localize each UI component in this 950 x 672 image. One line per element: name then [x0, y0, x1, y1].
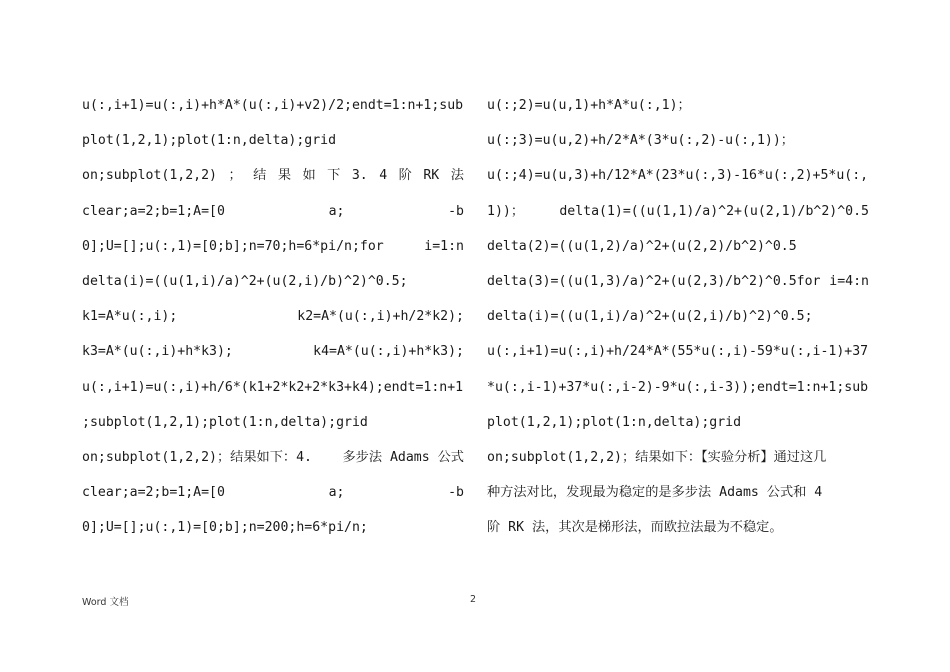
text-segment: ;subplot(1,2,1);plot(1:n,delta);grid [82, 414, 368, 430]
text-line [487, 162, 869, 197]
text-segment: a; [328, 485, 345, 501]
text-segment: k4=A*(u(:,i)+h*k3); [313, 344, 464, 360]
text-segment: delta(i)=((u(1,i)/a)^2+(u(2,i)/b)^2)^0.5; [487, 309, 813, 325]
text-segment: plot(1,2,1);plot(1:n,delta);grid [487, 414, 742, 430]
text-segment: k1=A*u(:,i); [82, 309, 178, 325]
text-segment: clear;a=2;b=1;A=[0 [82, 203, 225, 219]
text-segment: u(:,i+1)=u(:,i)+h*A*(u(:,i)+v2)/2;endt=1:n+1;sub [82, 98, 464, 113]
text-line [487, 233, 869, 268]
text-segment: delta(i)=((u(1,i)/a)^2+(u(2,i)/b)^2)^0.5; [82, 273, 408, 289]
text-segment: on;subplot(1,2,2)；结果如下：【实验分析】通过这几 [487, 449, 827, 465]
text-line [487, 479, 869, 514]
text-line [82, 198, 464, 233]
text-segment: -b [448, 203, 464, 219]
text-segment: 阶 [398, 168, 412, 184]
footer-label: Word 文档 [82, 597, 129, 608]
text-line [487, 268, 869, 303]
text-segment: u(:;2)=u(u,1)+h*A*u(:,1)； [487, 98, 691, 113]
text-segment: 果 [277, 168, 291, 184]
text-line [487, 92, 869, 127]
text-line [487, 127, 869, 162]
text-segment: 1))； [487, 203, 525, 219]
text-segment: u(:;4)=u(u,3)+h/12*A*(23*u(:,3)-16*u(:,2)+5*u(:, [487, 168, 869, 184]
text-segment: plot(1,2,1);plot(1:n,delta);grid [82, 133, 337, 149]
text-segment: 0];U=[];u(:,1)=[0;b];n=70;h=6*pi/n;for [82, 238, 384, 254]
text-segment: delta(3)=((u(1,3)/a)^2+(u(2,3)/b^2)^0.5for [487, 273, 821, 289]
text-segment: *u(:,i-1)+37*u(:,i-2)-9*u(:,i-3));endt=1:n+1;sub [487, 379, 869, 395]
text-line [487, 514, 869, 549]
text-line [487, 198, 869, 233]
text-line [82, 409, 464, 444]
text-segment: a; [328, 203, 345, 219]
text-line [82, 338, 464, 373]
text-line [82, 268, 464, 303]
text-segment: -b [448, 485, 464, 501]
text-line [82, 444, 464, 479]
text-line [487, 444, 869, 479]
text-segment: clear;a=2;b=1;A=[0 [82, 485, 225, 501]
text-segment: 多步法 Adams 公式 [342, 449, 464, 465]
text-line [487, 338, 869, 373]
text-segment: i=4:n [829, 273, 869, 289]
text-line [82, 303, 464, 338]
text-line [82, 162, 464, 197]
text-segment: 0];U=[];u(:,1)=[0;b];n=200;h=6*pi/n; [82, 520, 368, 536]
text-segment: i=1:n [424, 238, 464, 254]
text-segment: on;subplot(1,2,2) [82, 168, 217, 184]
text-segment: 如 [302, 168, 316, 184]
text-line [82, 479, 464, 514]
text-line [487, 374, 869, 409]
text-segment: 3. [351, 168, 368, 184]
text-line [82, 514, 464, 549]
left-text-column [82, 92, 464, 549]
right-text-column [487, 92, 869, 549]
text-line [82, 92, 464, 127]
text-line [487, 409, 869, 444]
text-segment: on;subplot(1,2,2)；结果如下：4. [82, 449, 312, 465]
text-line [82, 233, 464, 268]
text-segment: 法 [450, 168, 464, 184]
page-number: 2 [470, 594, 477, 605]
text-line [82, 374, 464, 409]
text-segment: 4 [379, 168, 388, 184]
text-segment: u(:,i+1)=u(:,i)+h/6*(k1+2*k2+2*k3+k4);endt=1:n+1 [82, 379, 464, 395]
text-segment: k3=A*(u(:,i)+h*k3); [82, 344, 233, 360]
text-line [487, 303, 869, 338]
text-segment: k2=A*(u(:,i)+h/2*k2); [297, 309, 464, 325]
text-segment: 下 [327, 168, 341, 184]
text-segment: 种方法对比，发现最为稳定的是多步法 Adams 公式和 4 [487, 485, 823, 501]
text-segment: ； [228, 168, 242, 184]
text-line [82, 127, 464, 162]
text-segment: delta(1)=((u(1,1)/a)^2+(u(2,1)/b^2)^0.5 [559, 203, 869, 219]
text-segment: 结 [253, 168, 267, 184]
text-segment: 阶 RK 法，其次是梯形法，而欧拉法最为不稳定。 [487, 520, 783, 536]
text-segment: delta(2)=((u(1,2)/a)^2+(u(2,2)/b^2)^0.5 [487, 238, 797, 254]
text-segment: RK [423, 168, 440, 184]
text-segment: u(:;3)=u(u,2)+h/2*A*(3*u(:,2)-u(:,1))； [487, 133, 794, 149]
text-segment: u(:,i+1)=u(:,i)+h/24*A*(55*u(:,i)-59*u(:,i-1)+37 [487, 344, 869, 360]
